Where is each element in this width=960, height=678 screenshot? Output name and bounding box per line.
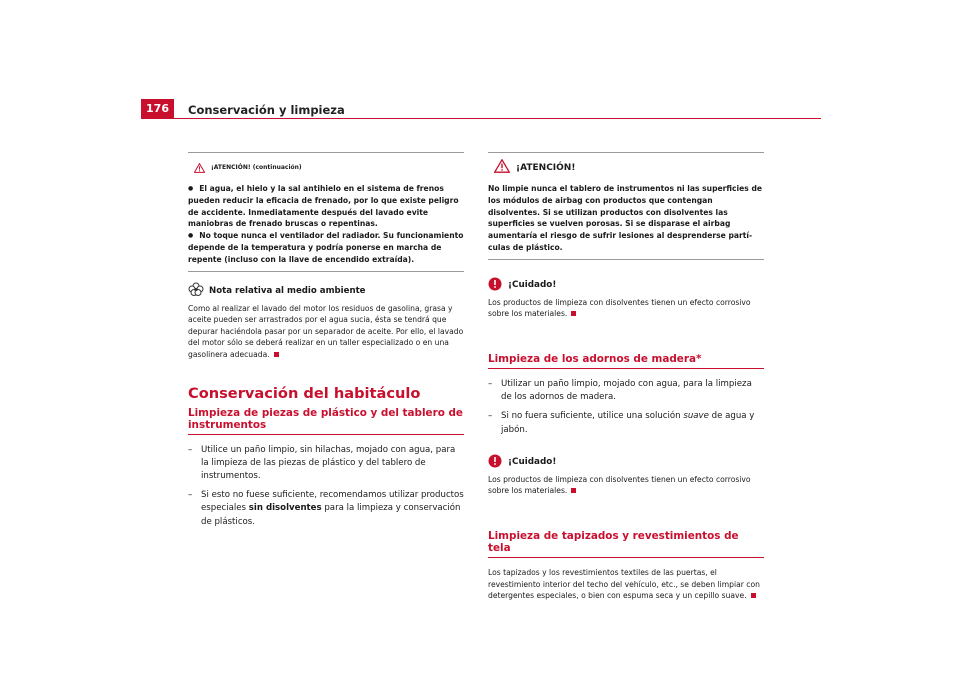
list-item-text-pre: Si no fuera suficiente, utilice una solución	[501, 411, 684, 422]
warning-triangle-icon	[494, 158, 510, 177]
warning-triangle-icon	[194, 158, 205, 177]
warning-title: ¡ATENCIÓN!	[516, 162, 576, 173]
end-mark-icon	[751, 593, 756, 598]
caution-body: Los productos de limpieza con disolventes tienen un efecto corrosivo sobre los materiales.	[488, 297, 751, 319]
dash-marker: –	[488, 411, 493, 422]
caution-title: ¡Cuidado!	[508, 457, 557, 468]
list-item	[488, 378, 764, 404]
caution-header	[488, 453, 764, 472]
environment-flower-icon	[188, 282, 204, 301]
left-column	[188, 152, 464, 535]
list-item-text: Utilizar un paño limpio, mojado con agua, para la limpieza de los adornos de madera.	[501, 378, 752, 403]
upholstery-text	[488, 567, 764, 602]
caution-body: Los productos de limpieza con disolventes tienen un efecto corrosivo sobre los materiales.	[488, 474, 751, 496]
list-item	[188, 489, 464, 529]
section-title: Conservación del habitáculo	[188, 384, 421, 402]
env-note-text	[188, 303, 464, 361]
wood-subtitle: Limpieza de los adornos de madera*	[488, 353, 764, 369]
list-item-text: Utilice un paño limpio, sin hilachas, mojado con agua, para la limpieza de las piezas de plástico y del tablero de instrumentos.	[201, 444, 456, 481]
caution-text	[488, 474, 764, 497]
list-item	[188, 444, 464, 484]
warning-text: No limpie nunca el tablero de instrumentos ni las superficies de los módulos de airbag con productos que contengan disolventes. Si se utilizan productos con disolventes las superficies se vuelven porosas. Si se disparase el airbag aumentaría el riesgo de sufrir lesiones al desprenderse partículas de plástico.	[488, 184, 763, 252]
warning-header	[494, 158, 764, 177]
caution-circle-icon	[488, 276, 502, 295]
warning-bullet: ● No toque nunca el ventilador del radiador. Su funcionamiento depende de la temperatura y podría ponerse en marcha de repente (incluso con la llave de encendido extraída).	[188, 230, 464, 265]
env-note-title: Nota relativa al medio ambiente	[209, 286, 366, 297]
env-note-body: Como al realizar el lavado del motor los residuos de gasolina, grasa y aceite pueden ser arrastrados por el agua sucia, ésta se tendrá que depurar haciéndola pasar por un separador de aceite. Por ello, el lavado del motor sólo se deberá realizar en un taller especializado o en una gasolinera adecuada.	[188, 303, 464, 359]
upholstery-subtitle: Limpieza de tapizados y revestimientos de tela	[488, 530, 764, 558]
upholstery-body: Los tapizados y los revestimientos textiles de las puertas, el revestimiento interior del techo del vehículo, etc., se deben limpiar con detergentes especiales, o bien con espuma seca y un cepillo suave.	[488, 567, 760, 601]
plastics-subtitle: Limpieza de piezas de plástico y del tablero de instrumentos	[188, 407, 464, 435]
caution-text	[488, 297, 764, 320]
page-number: 176	[141, 99, 174, 118]
list-item-text-italic: suave	[683, 411, 709, 422]
list-item-text	[201, 489, 464, 529]
header-rule	[141, 118, 821, 119]
caution-circle-icon	[488, 453, 502, 472]
list-item-text	[501, 410, 764, 436]
warning-continued-box	[188, 152, 464, 272]
right-column	[488, 152, 764, 602]
dash-marker: –	[488, 378, 493, 389]
dash-marker: –	[188, 490, 193, 501]
list-item-text-bold: sin disolventes	[248, 503, 322, 514]
warning-continued-text	[188, 183, 464, 266]
caution-header	[488, 276, 764, 295]
caution-title: ¡Cuidado!	[508, 280, 557, 291]
env-note-header	[188, 282, 464, 301]
list-item	[488, 410, 764, 436]
list-item-text-pre: Si esto no fuese suficiente, recomendamos utilizar productos especiales	[201, 490, 464, 514]
list-item-text-post: para la limpieza y conservación de plásticos.	[201, 503, 461, 527]
running-title: Conservación y limpieza	[188, 103, 345, 117]
warning-continued-header	[194, 158, 464, 177]
warning-box	[488, 152, 764, 260]
end-mark-icon	[571, 488, 576, 493]
dash-marker: –	[188, 444, 193, 455]
warning-continued-title: ¡ATENCIÓN! (continuación)	[211, 164, 302, 171]
end-mark-icon	[274, 352, 279, 357]
list-item-text-post: de agua y jabón.	[501, 411, 755, 435]
warning-bullet: ● El agua, el hielo y la sal antihielo en el sistema de frenos pueden reducir la eficacia de frenado, por lo que existe peligro de accidente. Inmediatamente después del lavado evite maniobras de frenado bruscas o repentinas.	[188, 183, 464, 230]
end-mark-icon	[571, 311, 576, 316]
